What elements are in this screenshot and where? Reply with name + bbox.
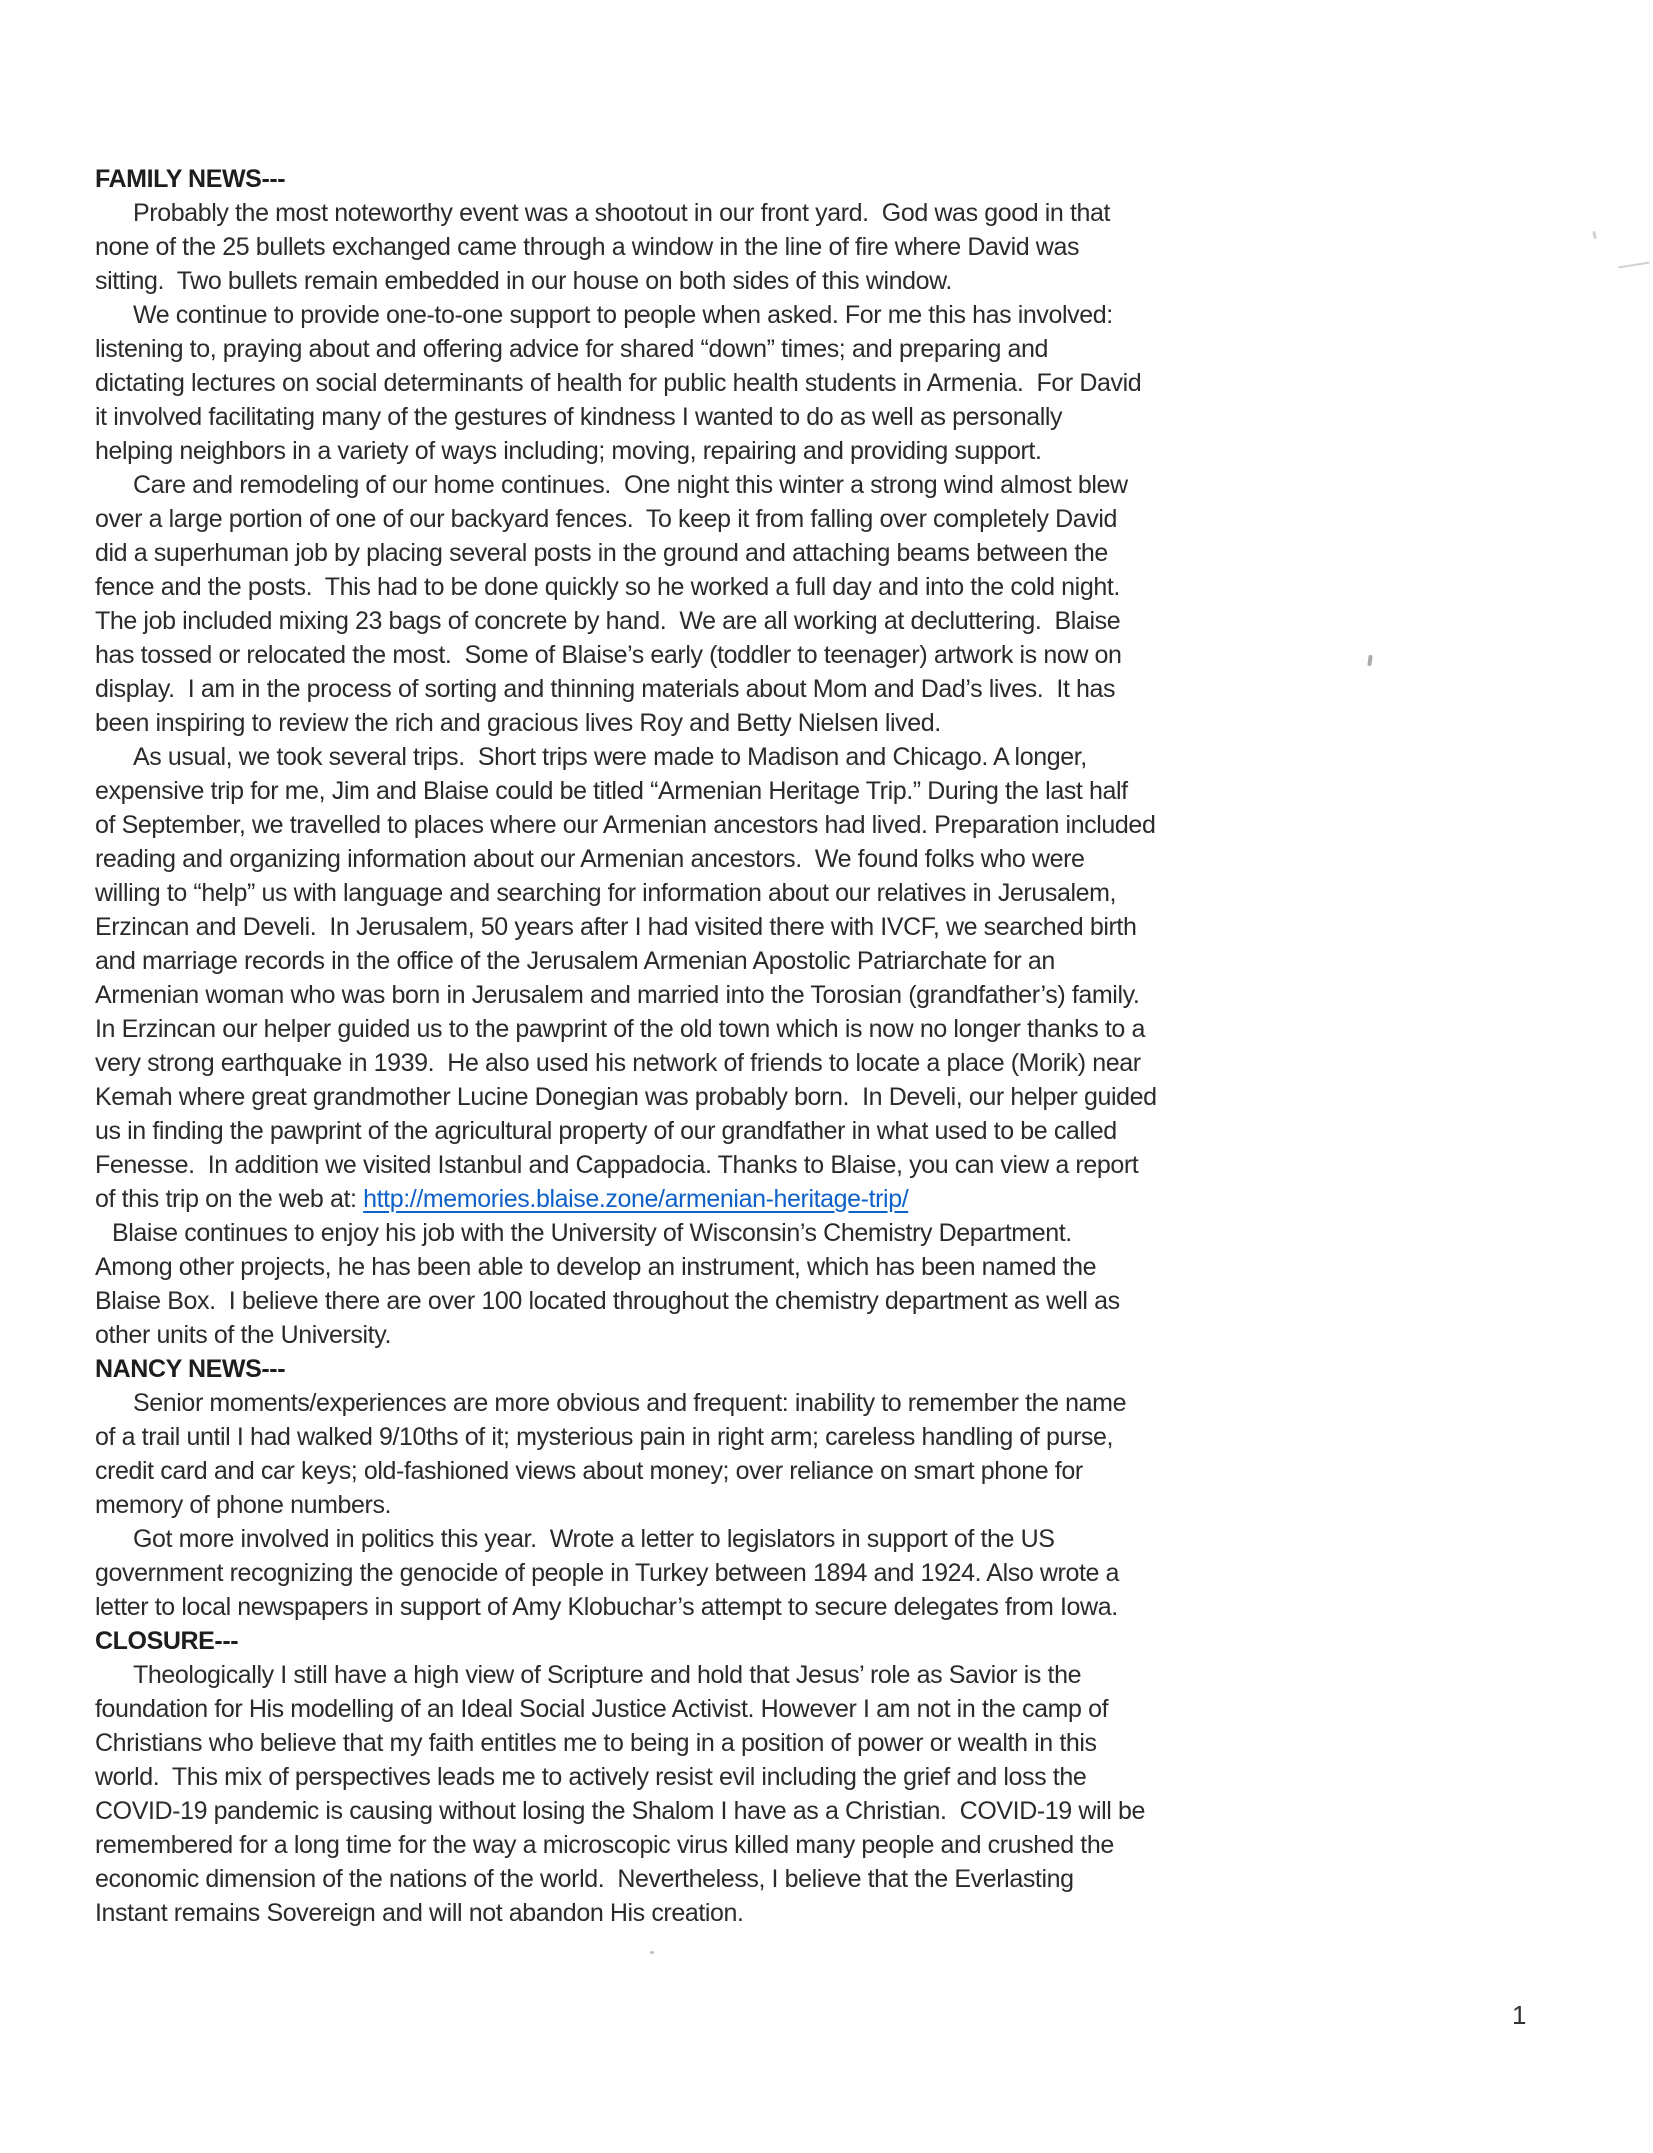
scan-artifact (1618, 262, 1650, 269)
text-line: foundation for His modelling of an Ideal Social Justice Activist. However I am not in the camp of (95, 1695, 1109, 1723)
text-line: and marriage records in the office of the Jerusalem Armenian Apostolic Patriarchate for an (95, 947, 1055, 975)
text-line: The job included mixing 23 bags of concrete by hand. We are all working at decluttering. Blaise (95, 607, 1121, 635)
text-line: world. This mix of perspectives leads me to actively resist evil including the grief and loss the (95, 1763, 1087, 1791)
text-line: fence and the posts. This had to be done quickly so he worked a full day and into the cold night. (95, 573, 1120, 601)
text-line: did a superhuman job by placing several posts in the ground and attaching beams between the (95, 539, 1108, 567)
section-heading: NANCY NEWS--- (95, 1355, 286, 1383)
scan-artifact (1592, 231, 1597, 239)
text-line: none of the 25 bullets exchanged came through a window in the line of fire where David was (95, 233, 1080, 261)
text-line: Theologically I still have a high view of Scripture and hold that Jesus’ role as Savior is the (133, 1661, 1082, 1689)
text-line: us in finding the pawprint of the agricultural property of our grandfather in what used to be called (95, 1117, 1117, 1145)
section-heading: FAMILY NEWS--- (95, 165, 286, 193)
text-line: sitting. Two bullets remain embedded in our house on both sides of this window. (95, 267, 952, 295)
text-line: remembered for a long time for the way a microscopic virus killed many people and crushed the (95, 1831, 1114, 1859)
text-line: In Erzincan our helper guided us to the pawprint of the old town which is now no longer thanks to a (95, 1015, 1145, 1043)
text-line: Probably the most noteworthy event was a shootout in our front yard. God was good in that (133, 199, 1111, 227)
text-line: expensive trip for me, Jim and Blaise could be titled “Armenian Heritage Trip.” During the last half (95, 777, 1128, 805)
text-line: of a trail until I had walked 9/10ths of it; mysterious pain in right arm; careless handling of purse, (95, 1423, 1114, 1451)
text-line: willing to “help” us with language and searching for information about our relatives in Jerusalem, (95, 879, 1117, 907)
text-line: Christians who believe that my faith entitles me to being in a position of power or wealth in this (95, 1729, 1097, 1757)
text-line: As usual, we took several trips. Short trips were made to Madison and Chicago. A longer, (133, 743, 1087, 771)
text-line: dictating lectures on social determinants of health for public health students in Armenia. For David (95, 369, 1142, 397)
text-line: Blaise Box. I believe there are over 100 located throughout the chemistry department as well as (95, 1287, 1120, 1315)
text-line: listening to, praying about and offering advice for shared “down” times; and preparing and (95, 335, 1049, 363)
trip-report-link[interactable]: http://memories.blaise.zone/armenian-heritage-trip/ (363, 1185, 909, 1213)
page-number: 1 (1512, 2000, 1527, 2030)
text-line: very strong earthquake in 1939. He also used his network of friends to locate a place (Morik) near (95, 1049, 1141, 1077)
text-line: Senior moments/experiences are more obvious and frequent: inability to remember the name (133, 1389, 1127, 1417)
text-line: Kemah where great grandmother Lucine Donegian was probably born. In Develi, our helper guided (95, 1083, 1157, 1111)
scan-artifact (1367, 655, 1372, 666)
text-line: Care and remodeling of our home continues. One night this winter a strong wind almost blew (133, 471, 1128, 499)
text-line: over a large portion of one of our backyard fences. To keep it from falling over completely David (95, 505, 1118, 533)
text-line: display. I am in the process of sorting and thinning materials about Mom and Dad’s lives. It has (95, 675, 1116, 703)
text-line: Fenesse. In addition we visited Istanbul and Cappadocia. Thanks to Blaise, you can view a report (95, 1151, 1139, 1179)
link-prefix: of this trip on the web at: (95, 1185, 364, 1213)
text-line: Instant remains Sovereign and will not abandon His creation. (95, 1899, 744, 1927)
scan-artifact (650, 1951, 654, 1954)
text-line: economic dimension of the nations of the world. Nevertheless, I believe that the Everlasting (95, 1865, 1074, 1893)
text-line: reading and organizing information about our Armenian ancestors. We found folks who were (95, 845, 1085, 873)
text-line (95, 1182, 1275, 1216)
text-line: Armenian woman who was born in Jerusalem and married into the Torosian (grandfather’s) family. (95, 981, 1140, 1009)
text-line: We continue to provide one-to-one support to people when asked. For me this has involved: (133, 301, 1113, 329)
text-line: Blaise continues to enjoy his job with the University of Wisconsin’s Chemistry Department. (112, 1219, 1072, 1247)
document-body (95, 162, 1275, 1930)
text-line: it involved facilitating many of the gestures of kindness I wanted to do as well as personally (95, 403, 1063, 431)
text-line: Erzincan and Develi. In Jerusalem, 50 years after I had visited there with IVCF, we searched birth (95, 913, 1137, 941)
text-line: letter to local newspapers in support of Amy Klobuchar’s attempt to secure delegates from Iowa. (95, 1593, 1118, 1621)
text-line: Among other projects, he has been able to develop an instrument, which has been named the (95, 1253, 1097, 1281)
text-line: memory of phone numbers. (95, 1491, 392, 1519)
text-line: of September, we travelled to places where our Armenian ancestors had lived. Preparation included (95, 811, 1156, 839)
text-line: helping neighbors in a variety of ways including; moving, repairing and providing support. (95, 437, 1042, 465)
text-line: credit card and car keys; old-fashioned views about money; over reliance on smart phone for (95, 1457, 1083, 1485)
section-heading: CLOSURE--- (95, 1627, 239, 1655)
text-line: COVID-19 pandemic is causing without losing the Shalom I have as a Christian. COVID-19 will be (95, 1797, 1146, 1825)
text-line: government recognizing the genocide of people in Turkey between 1894 and 1924. Also wrote a (95, 1559, 1120, 1587)
text-line: Got more involved in politics this year. Wrote a letter to legislators in support of the US (133, 1525, 1055, 1553)
text-line: other units of the University. (95, 1321, 392, 1349)
text-line: has tossed or relocated the most. Some of Blaise’s early (toddler to teenager) artwork is now on (95, 641, 1122, 669)
text-line: been inspiring to review the rich and gracious lives Roy and Betty Nielsen lived. (95, 709, 941, 737)
